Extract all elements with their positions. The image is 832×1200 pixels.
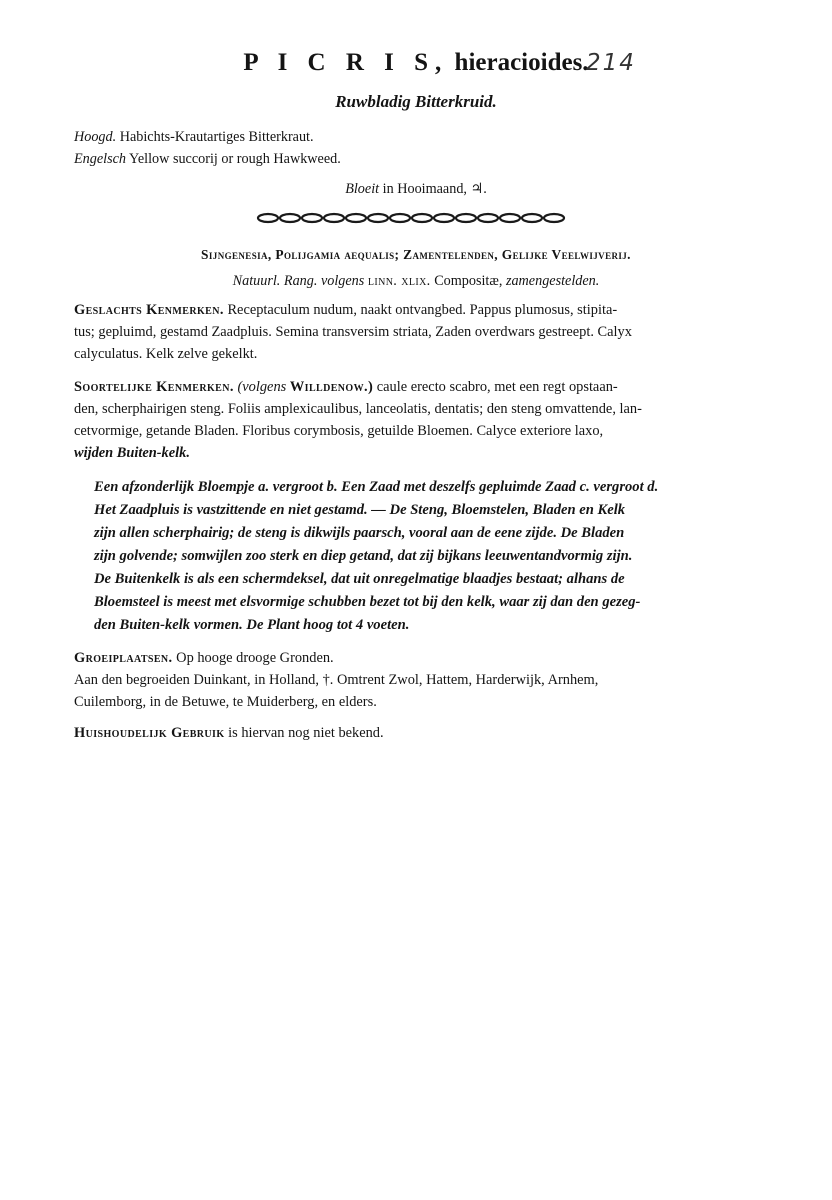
species-characters-line-1 bbox=[74, 376, 618, 398]
flowering-line bbox=[0, 178, 832, 200]
observation-line-5: De Buitenkelk is als een schermdeksel, dat uit onregelmatige blaadjes bestaat; alhans de bbox=[94, 571, 625, 587]
genus-characters-line-2: tus; gepluimd, gestamd Zaadpluis. Semina transversim striata, Zaden overdwars gestreept. Calyx bbox=[74, 324, 632, 340]
habitat-line-2: Aan den begroeiden Duinkant, in Holland, †. Omtrent Zwol, Hattem, Harderwijk, Arnhem, bbox=[74, 672, 599, 688]
dutch-name: Ruwbladig Bitterkruid. bbox=[335, 92, 497, 111]
flowering-value: in Hooimaand, ♃. bbox=[382, 181, 487, 197]
engelsch-label: Engelsch bbox=[74, 151, 127, 167]
engelsch-value: Yellow succorij or rough Hawkweed. bbox=[129, 151, 341, 167]
genus-characters-line-3: calyculatus. Kelk zelve gekelkt. bbox=[74, 346, 258, 362]
hoogd-label: Hoogd. bbox=[74, 129, 117, 145]
habitat-line-3: Cuilemborg, in de Betuwe, te Muiderberg, en elders. bbox=[74, 694, 377, 710]
compositae-label: Compositæ, bbox=[434, 273, 503, 289]
genus-characters-heading: Geslachts Kenmerken. bbox=[74, 302, 224, 318]
observation-line-1: Een afzonderlijk Bloempje a. vergroot b. Een Zaad met deszelfs gepluimde Zaad c. vergroot d. bbox=[94, 479, 659, 495]
handwritten-page-number: 214 bbox=[586, 50, 636, 76]
habitat-line-1 bbox=[74, 647, 334, 669]
domestic-use-text: is hiervan nog niet bekend. bbox=[228, 725, 384, 741]
species-name: hieracioides. bbox=[454, 49, 589, 76]
flowering-label: Bloeit bbox=[345, 181, 380, 197]
author-name: Willdenow.) bbox=[289, 379, 374, 395]
species-characters-line-2: den, scherphairigen steng. Foliis amplexicaulibus, lanceolatis, dentatis; den steng omvattende, lan- bbox=[74, 401, 642, 417]
ornamental-divider bbox=[256, 210, 574, 226]
observation-line-4: zijn golvende; somwijlen zoo sterk en diep getand, dat zij bijkans leeuwentandvormig zijn. bbox=[94, 548, 633, 564]
page-title bbox=[0, 48, 832, 78]
species-characters-heading: Soortelijke Kenmerken. bbox=[74, 379, 234, 395]
domestic-use-line bbox=[74, 722, 384, 744]
habitat-heading: Groeiplaatsen. bbox=[74, 650, 173, 666]
genus-characters-text-1: Receptaculum nudum, naakt ontvangbed. Pappus plumosus, stipita- bbox=[227, 302, 618, 318]
compositae-dutch: zamengestelden. bbox=[505, 273, 600, 289]
species-characters-line-3: cetvormige, getande Bladen. Floribus corymbosis, getuilde Bloemen. Calyce exteriore laxo, bbox=[74, 423, 604, 439]
natural-rank bbox=[0, 270, 832, 292]
natural-rank-label: Natuurl. Rang. volgens bbox=[232, 273, 365, 289]
common-name-german bbox=[74, 126, 314, 148]
observation-line-2: Het Zaadpluis is vastzittende en niet gestamd. — De Steng, Bloemstelen, Bladen en Kelk bbox=[94, 502, 626, 518]
hoogd-value: Habichts-Krautartiges Bitterkraut. bbox=[119, 129, 314, 145]
observation-line-7: den Buiten-kelk vormen. De Plant hoog tot 4 voeten. bbox=[94, 617, 410, 633]
observation-line-3: zijn allen scherphairig; de steng is dikwijls paarsch, vooral aan de eene zijde. De Bladen bbox=[94, 525, 625, 541]
volgens-label: (volgens bbox=[237, 379, 287, 395]
common-name-english bbox=[74, 148, 341, 170]
genus-name: P I C R I S, bbox=[243, 49, 449, 76]
linnaeus-ref: linn. xlix. bbox=[367, 273, 431, 289]
species-characters-text-1: caule erecto scabro, met een regt opstaan- bbox=[376, 379, 618, 395]
genus-characters-line-1 bbox=[74, 299, 617, 321]
domestic-use-heading: Huishoudelijk Gebruik bbox=[74, 725, 225, 741]
species-characters-line-4: wijden Buiten-kelk. bbox=[74, 445, 190, 461]
observation-line-6: Bloemsteel is meest met elsvormige schubben bezet tot bij den kelk, waar zij dan den gezeg- bbox=[94, 594, 641, 610]
linnaean-class: Sijngenesia, Polijgamia aequalis; Zamentelenden, Gelijke Veelwijverij. bbox=[201, 247, 631, 262]
habitat-text-1: Op hooge drooge Gronden. bbox=[176, 650, 334, 666]
